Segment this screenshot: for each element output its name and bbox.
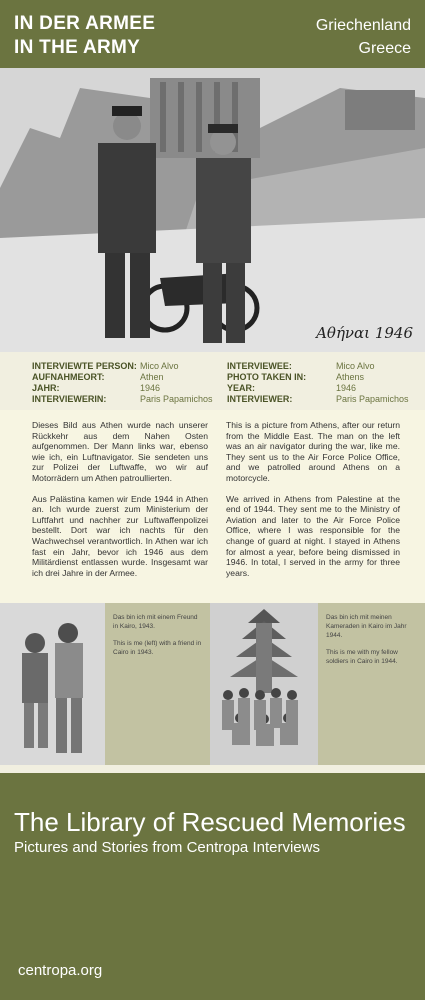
website-link[interactable]: centropa.org [18, 962, 103, 979]
info-value: Mico Alvo [140, 361, 179, 371]
info-value: 1946 [140, 383, 161, 393]
photo-cairo-1943 [0, 603, 105, 765]
info-row: AUFNAHMEORT: [32, 372, 105, 382]
page-title [14, 12, 155, 60]
title-english: IN THE ARMY [14, 37, 141, 58]
story-paragraph: Aus Palästina kamen wir Ende 1944 in Athen an. Ich wurde zuerst zum Ministerium der Luftfahrt und nachher zur Luftwaffenpolizei bestellt. Dort war ich nachts für den Wachwechsel verantwortlich. In Athen war ich fast ein Jahr, bevor ich 1946 aus dem Militärdienst entlassen wurde. Insgesamt war ich drei Jahre in der Armee. [32, 493, 208, 578]
info-german-values [140, 361, 213, 405]
caption-german: Das bin ich mit meinen Kameraden in Kairo im Jahr 1944. [326, 614, 407, 639]
library-subtitle: Pictures and Stories from Centropa Interviews [14, 839, 320, 856]
info-row: JAHR: [32, 383, 60, 393]
info-german [32, 361, 137, 405]
story-section [0, 410, 425, 603]
hero-handwritten-inscription: Αθήναι 1946 [316, 324, 413, 342]
title-german: IN DER ARMEE [14, 13, 156, 34]
caption-german: Das bin ich mit einem Freund in Kairo, 1943. [113, 614, 198, 630]
story-paragraph: Dieses Bild aus Athen wurde nach unserer Rückkehr aus dem Nahen Osten aufgenommen. Der Mann links war, ebenso wie ich, ein Luftnavigator. Sie sendeten uns zur Polizei der Luftwaffe, wo wir auf Motorrädern um Athen patroullierten. [32, 420, 208, 483]
info-value: Athens [336, 372, 365, 382]
info-value: 1946 [336, 383, 357, 393]
info-row: INTERVIEWERIN: [32, 394, 107, 404]
story-paragraph: We arrived in Athens from Palestine at the end of 1944. They sent me to the Ministry of Aviation and later to the Air Force Police Office, where I was responsible for the change of guard at night. I stayed in Athens for almost a year, before being dismissed in 1946. In total, I served in the army for three years. [226, 493, 400, 578]
interview-info [0, 352, 425, 410]
country-label [316, 14, 411, 60]
library-title: The Library of Rescued Memories [14, 807, 406, 837]
info-row: INTERVIEWEE: [227, 361, 292, 371]
country-german: Griechenland [315, 17, 411, 34]
info-row: YEAR: [227, 383, 256, 393]
caption-english: This is me with my fellow soldiers in Cairo in 1944. [326, 649, 398, 665]
info-value: Paris Papamichos [336, 394, 409, 404]
info-value: Athen [140, 372, 164, 382]
caption-cairo-1944 [318, 603, 425, 765]
info-english-values [336, 361, 409, 405]
footer-bar [0, 773, 425, 1000]
info-value: Mico Alvo [336, 361, 375, 371]
story-paragraph: This is a picture from Athens, after our return from the Middle East. The man on the left was an air navigator during the war, like me. They sent us to the Air Force Police Office, and we patrolled around Athens on a motorcycle. [226, 420, 400, 483]
info-value: Paris Papamichos [140, 394, 213, 404]
info-english [227, 361, 306, 405]
header-bar [0, 0, 425, 68]
country-english: Greece [358, 40, 411, 57]
hero-photo [0, 68, 425, 352]
info-row: PHOTO TAKEN IN: [227, 372, 307, 382]
photo-cairo-1944-illustration [210, 603, 318, 765]
info-row: INTERVIEWTE PERSON: [32, 361, 137, 371]
photo-strip [0, 603, 425, 773]
story-english [226, 420, 400, 588]
photo-cairo-1944 [210, 603, 318, 765]
photo-cairo-1943-illustration [0, 603, 105, 765]
info-row: INTERVIEWER: [227, 394, 293, 404]
story-german [32, 420, 208, 588]
caption-english: This is me (left) with a friend in Cairo in 1943. [113, 640, 202, 656]
caption-cairo-1943 [105, 603, 210, 765]
hero-photo-illustration [0, 68, 425, 352]
